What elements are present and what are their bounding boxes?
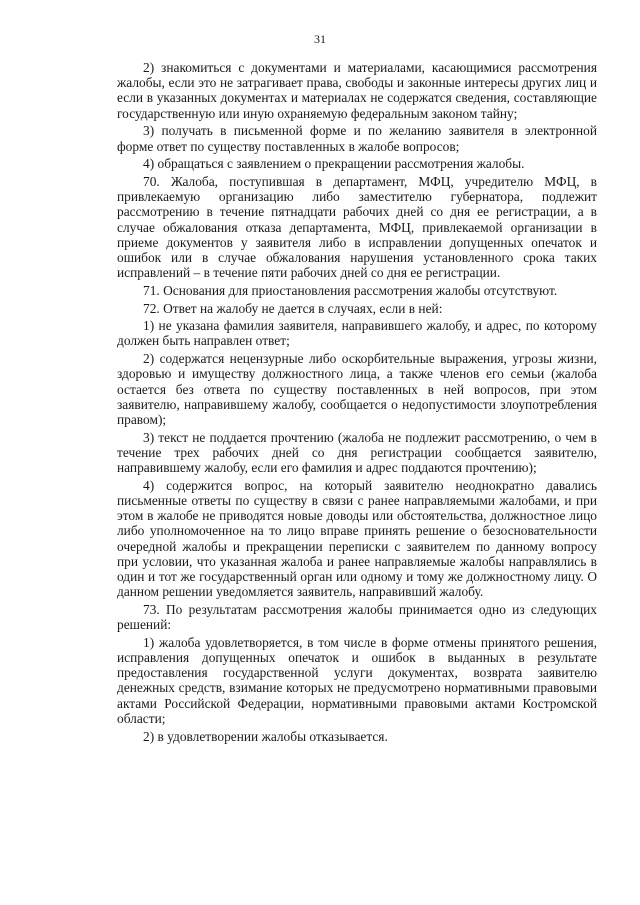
paragraph-73-item-2: 2) в удовлетворении жалобы отказывается. xyxy=(143,728,388,744)
paragraph-72: 72. Ответ на жалобу не дается в случаях, если в ней: xyxy=(143,300,443,316)
paragraph-70: 70. Жалоба, поступившая в департамент, МФЦ, учредителю МФЦ, в привлекаемую организацию либо заместителю губернатора, подлежит рассмотрению в течение пятнадцати рабочих дней со дня ее регистрации, а в случае обжалования отказа департамента, МФЦ, привлекаемой организации в приеме документов у заявителя либо в исправлении допущенных опечаток и ошибок или в случае обжалования нарушения установленного срока таких исправлений – в течение пяти рабочих дней со дня ее регистрации. xyxy=(117,173,597,281)
paragraph-72-item-2: 2) содержатся нецензурные либо оскорбительные выражения, угрозы жизни, здоровью и имуществу должностного лица, а также членов его семьи (жалоба остается без ответа по существу поставленных в ней вопросов, при этом заявителю, направившему жалобу, сообщается о недопустимости злоупотребления правом); xyxy=(117,351,597,427)
paragraph-72-item-4: 4) содержится вопрос, на который заявителю неоднократно давались письменные ответы по существу в связи с ранее направляемыми жалобами, и при этом в жалобе не приводятся новые доводы или обстоятельства, должностное лицо либо уполномоченное на то лицо вправе принять решение о безосновательности очередной жалобы и прекращении переписки с заявителем по данному вопросу при условии, что указанная жалоба и ранее направляемые жалобы направлялись в один и тот же государственный орган или одному и тому же должностному лицу. О данном решении уведомляется заявитель, направивший жалобу. xyxy=(117,477,597,600)
paragraph-73-item-1: 1) жалоба удовлетворяется, в том числе в форме отмены принятого решения, исправления допущенных опечаток и ошибок в выданных в результате предоставления государственной услуги документах, возврата заявителю денежных средств, взимание которых не предусмотрено нормативными правовыми актами Российской Федерации, нормативными правовыми актами Костромской области; xyxy=(117,634,597,726)
paragraph-72-item-3: 3) текст не поддается прочтению (жалоба не подлежит рассмотрению, о чем в течение трех рабочих дней со дня регистрации сообщается заявителю, направившему жалобу, если его фамилия и адрес поддаются прочтению); xyxy=(117,429,597,476)
paragraph-72-item-1: 1) не указана фамилия заявителя, направившего жалобу, и адрес, по которому должен быть направлен ответ; xyxy=(117,318,597,349)
paragraph-73: 73. По результатам рассмотрения жалобы принимается одно из следующих решений: xyxy=(117,601,597,633)
paragraph-item-3: 3) получать в письменной форме и по желанию заявителя в электронной форме ответ по существу поставленных в жалобе вопросов; xyxy=(117,123,597,154)
paragraph-item-4: 4) обращаться с заявлением о прекращении рассмотрения жалобы. xyxy=(143,156,525,172)
page-number: 31 xyxy=(314,32,326,46)
paragraph-item-2: 2) знакомиться с документами и материалами, касающимися рассмотрения жалобы, если это не затрагивает права, свободы и законные интересы других лиц и если в указанных документах и материалах не содержатся сведения, составляющие государственную или иную охраняемую федеральным законом тайну; xyxy=(117,60,597,121)
document-body xyxy=(117,60,597,746)
paragraph-71: 71. Основания для приостановления рассмотрения жалобы отсутствуют. xyxy=(143,282,558,298)
